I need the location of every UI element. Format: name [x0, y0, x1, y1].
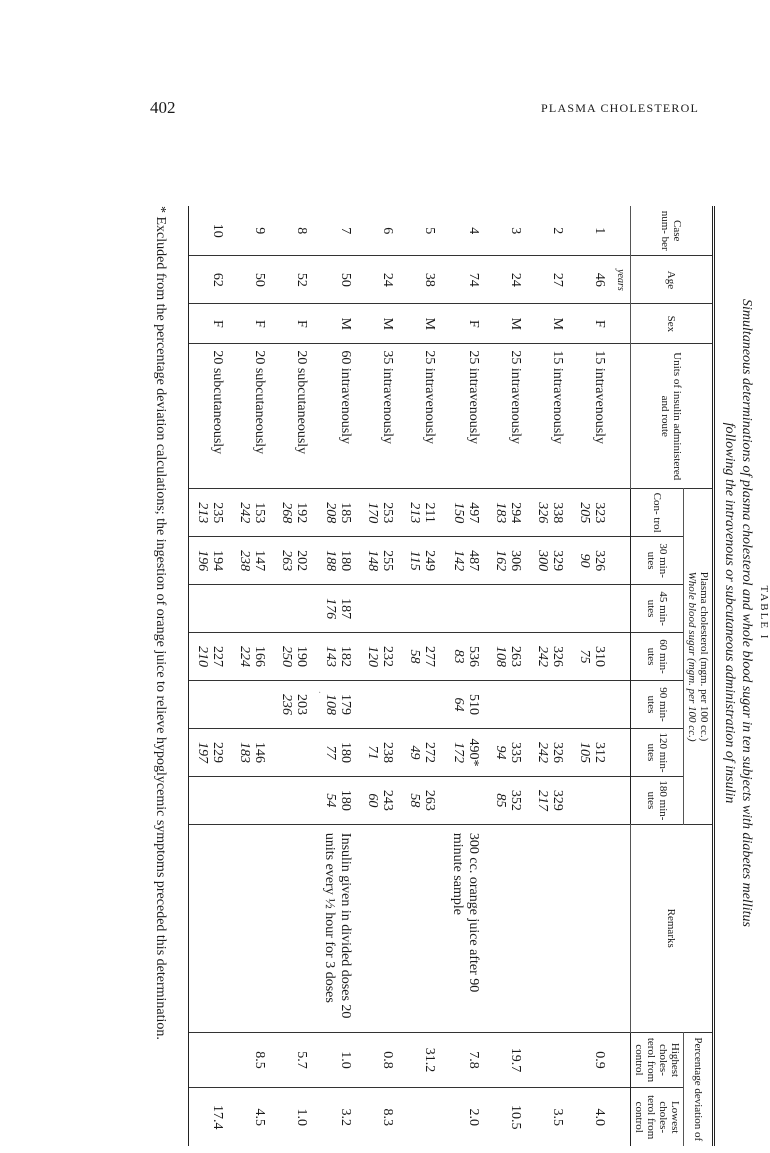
cell-t90 — [571, 681, 613, 729]
cell-insulin-route: 20 subcutaneously — [189, 344, 231, 489]
cholesterol-value: 147 — [252, 550, 267, 572]
blood-sugar-value: 238 — [237, 550, 252, 572]
cell-control — [401, 489, 443, 537]
cell-t120 — [273, 728, 315, 776]
cholesterol-value: 310 — [592, 646, 607, 668]
cell-t120 — [487, 728, 529, 776]
cell-control — [529, 489, 571, 537]
cell-t30 — [273, 537, 315, 585]
cell-t60 — [529, 633, 571, 681]
blood-sugar-value: 142 — [451, 550, 466, 572]
header-blood-sugar: Whole blood sugar (mgm. per 100 cc.) — [686, 571, 698, 742]
cell-insulin-route: 35 intravenously — [359, 344, 401, 489]
header-sex: Sex — [631, 304, 713, 344]
cell-t120 — [315, 728, 359, 776]
cholesterol-value: 306 — [508, 550, 523, 572]
blood-sugar-value: 213 — [407, 502, 422, 524]
data-table — [189, 206, 712, 1146]
blood-sugar-value: 172 — [451, 741, 466, 763]
blood-sugar-value: 108 — [323, 694, 338, 715]
cell-t180 — [443, 776, 487, 824]
cell-t45 — [487, 585, 529, 633]
cell-t60 — [571, 633, 613, 681]
page-number: 402 — [150, 98, 176, 117]
cell-lowest-deviation: 3.2 — [315, 1088, 359, 1146]
header-lowest: Lowest choles- terol from control — [631, 1088, 684, 1146]
cholesterol-value: 190 — [294, 646, 309, 668]
cell-age: 62 — [189, 256, 231, 304]
blood-sugar-value: 75 — [577, 649, 592, 664]
cell-case-number: 1 — [592, 227, 607, 235]
cell-sex: M — [401, 304, 443, 344]
cell-t60 — [443, 633, 487, 681]
cell-t45 — [189, 585, 231, 633]
cholesterol-value: 323 — [592, 502, 607, 524]
cholesterol-value: 490* — [466, 738, 481, 767]
blood-sugar-value: 236 — [279, 694, 294, 715]
running-head: PLASMA CHOLESTEROL — [541, 101, 699, 115]
header-remarks: Remarks — [631, 824, 713, 1032]
cell-t30 — [359, 537, 401, 585]
blood-sugar-value: 71 — [365, 745, 380, 760]
table-row — [189, 206, 231, 1146]
table-row — [571, 206, 613, 1146]
cholesterol-value: 294 — [508, 502, 523, 524]
cholesterol-value: 277 — [422, 646, 437, 668]
cell-lowest-deviation: 3.5 — [529, 1088, 571, 1146]
cell-case-number: 6 — [380, 227, 395, 235]
blood-sugar-value: 217 — [535, 789, 550, 811]
blood-sugar-value: 176 — [323, 598, 338, 620]
cholesterol-value: 536 — [466, 646, 481, 668]
blood-sugar-value: 213 — [195, 502, 210, 524]
cell-highest-deviation: 1.0 — [315, 1032, 359, 1088]
cell-sex: M — [529, 304, 571, 344]
cholesterol-value: 180 — [338, 789, 353, 811]
cell-highest-deviation: 19.7 — [487, 1032, 529, 1088]
cell-lowest-deviation: 10.5 — [487, 1088, 529, 1146]
table-row — [273, 206, 315, 1146]
cell-t30 — [315, 537, 359, 585]
cholesterol-value: 510 — [466, 694, 481, 715]
table-title-line-1: Simultaneous determinations of plasma cholesterol and whole blood sugar in ten subjects with diabetes mellitus — [739, 299, 754, 927]
cell-highest-deviation: 31.2 — [401, 1032, 443, 1088]
cell-lowest-deviation: 2.0 — [443, 1088, 487, 1146]
cell-control — [571, 489, 613, 537]
cell-sex: F — [189, 304, 231, 344]
blood-sugar-value: 58 — [407, 649, 422, 664]
cholesterol-value: 352 — [508, 789, 523, 811]
cell-t45 — [443, 585, 487, 633]
cholesterol-value: 263 — [422, 789, 437, 811]
cell-insulin-route: 15 intravenously — [571, 344, 613, 489]
cell-t120 — [231, 728, 273, 776]
cell-t60 — [487, 633, 529, 681]
cell-t45 — [359, 585, 401, 633]
cell-t45 — [529, 585, 571, 633]
cell-t90 — [359, 681, 401, 729]
cell-age: 27 — [529, 256, 571, 304]
cell-remarks — [359, 824, 401, 1032]
blood-sugar-value: 188 — [323, 550, 338, 572]
cell-age: 46 — [571, 256, 613, 304]
cell-highest-deviation: 0.8 — [359, 1032, 401, 1088]
cholesterol-value: 166 — [252, 646, 267, 668]
cholesterol-value: 182 — [338, 646, 353, 668]
blood-sugar-value: 148 — [365, 550, 380, 572]
header-plasma-group — [684, 489, 713, 825]
cell-t120 — [443, 728, 487, 776]
cell-control — [443, 489, 487, 537]
cell-sex: F — [571, 304, 613, 344]
table-row — [401, 206, 443, 1146]
cell-case-number: 10 — [210, 223, 225, 238]
header-45-minutes: 45 min- utes — [631, 585, 684, 633]
cell-age: 52 — [273, 256, 315, 304]
cell-t60 — [401, 633, 443, 681]
cell-highest-deviation: 5.7 — [273, 1032, 315, 1088]
cell-highest-deviation — [529, 1032, 571, 1088]
header-30-minutes: 30 min- utes — [631, 537, 684, 585]
cell-remarks — [529, 824, 571, 1032]
cell-case-number: 4 — [466, 227, 481, 235]
cell-t90 — [273, 681, 315, 729]
cell-age: 24 — [487, 256, 529, 304]
table-row — [443, 206, 487, 1146]
cell-insulin-route: 15 intravenously — [529, 344, 571, 489]
blood-sugar-value: 210 — [195, 646, 210, 668]
blood-sugar-value: 58 — [407, 793, 422, 808]
cell-lowest-deviation — [401, 1088, 443, 1146]
cell-t90 — [231, 681, 273, 729]
header-age: Age — [631, 256, 713, 304]
cholesterol-value: 312 — [592, 741, 607, 763]
cell-control — [487, 489, 529, 537]
cholesterol-value: 497 — [466, 502, 481, 524]
cholesterol-value: 194 — [210, 550, 225, 572]
cell-insulin-route: 20 subcutaneously — [231, 344, 273, 489]
table-row — [231, 206, 273, 1146]
cell-control — [315, 489, 359, 537]
cell-case-number: 8 — [294, 227, 309, 235]
age-unit: years — [613, 256, 631, 304]
cholesterol-value: 179 — [338, 694, 353, 715]
header-control: Con- trol — [631, 489, 684, 537]
blood-sugar-value: 242 — [535, 646, 550, 668]
cell-highest-deviation: 7.8 — [443, 1032, 487, 1088]
blood-sugar-value: 250 — [279, 646, 294, 668]
cell-remarks — [571, 824, 613, 1032]
blood-sugar-value: 242 — [535, 741, 550, 763]
cholesterol-value: 211 — [422, 502, 437, 523]
blood-sugar-value: 326 — [535, 502, 550, 524]
blood-sugar-value: 49 — [407, 745, 422, 760]
blood-sugar-value: 170 — [365, 502, 380, 524]
blood-sugar-value: 205 — [577, 502, 592, 524]
cholesterol-value: 329 — [550, 789, 565, 811]
cell-t45 — [273, 585, 315, 633]
cell-t180 — [273, 776, 315, 824]
blood-sugar-value: 60 — [365, 793, 380, 808]
blood-sugar-value: 94 — [493, 745, 508, 760]
cell-t60 — [315, 633, 359, 681]
cell-remarks: 300 cc. orange juice after 90 minute sample — [443, 824, 487, 1032]
cell-age: 38 — [401, 256, 443, 304]
header-row-1 — [684, 206, 713, 1146]
table-row — [529, 206, 571, 1146]
cell-sex: F — [231, 304, 273, 344]
cell-lowest-deviation: 4.5 — [231, 1088, 273, 1146]
cell-t90 — [443, 681, 487, 729]
cell-sex: M — [359, 304, 401, 344]
blood-sugar-value: 54 — [323, 793, 338, 808]
cell-t90 — [315, 681, 359, 729]
blood-sugar-value: 143 — [323, 646, 338, 668]
blood-sugar-value: 83 — [451, 649, 466, 664]
blood-sugar-value: 108 — [493, 646, 508, 668]
cell-lowest-deviation: 1.0 — [273, 1088, 315, 1146]
cell-sex: M — [315, 304, 359, 344]
unit-cell-case — [613, 206, 631, 256]
cell-t120 — [189, 728, 231, 776]
cholesterol-value: 326 — [550, 646, 565, 668]
cholesterol-value: 146 — [252, 741, 267, 763]
cholesterol-value: 203 — [294, 694, 309, 715]
cholesterol-value: 326 — [592, 550, 607, 572]
cholesterol-value: 180 — [338, 550, 353, 572]
stray-mark: · — [318, 688, 322, 699]
header-plasma-cholesterol: Plasma cholesterol (mgm. per 100 cc.) — [698, 571, 710, 742]
cell-remarks — [273, 824, 315, 1032]
blood-sugar-value: 77 — [323, 745, 338, 760]
blood-sugar-value: 183 — [237, 741, 252, 763]
cholesterol-value: 235 — [210, 502, 225, 524]
cell-case-number: 2 — [550, 227, 565, 235]
header-case: Case num- ber — [631, 206, 713, 256]
blood-sugar-value: 105 — [577, 741, 592, 763]
cell-t180 — [401, 776, 443, 824]
cell-sex: F — [273, 304, 315, 344]
cell-t30 — [401, 537, 443, 585]
cell-insulin-route: 60 intravenously — [315, 344, 359, 489]
cell-t90 — [487, 681, 529, 729]
cell-remarks — [487, 824, 529, 1032]
table-row — [359, 206, 401, 1146]
cell-t60 — [359, 633, 401, 681]
blood-sugar-value: 115 — [407, 550, 422, 571]
table-body — [189, 206, 631, 1146]
table-title-line-2: following the intravenous or subcutaneous administration of insulin — [722, 422, 737, 804]
cell-sex: M — [487, 304, 529, 344]
cell-t30 — [571, 537, 613, 585]
cell-age: 50 — [315, 256, 359, 304]
cholesterol-value: 255 — [380, 550, 395, 572]
cell-t180 — [231, 776, 273, 824]
cell-t45 — [231, 585, 273, 633]
cholesterol-value: 229 — [210, 741, 225, 763]
cell-t120 — [529, 728, 571, 776]
header-120-minutes: 120 min- utes — [631, 728, 684, 776]
blood-sugar-value: 197 — [195, 741, 210, 763]
cholesterol-value: 272 — [422, 741, 437, 763]
blood-sugar-value: 64 — [451, 697, 466, 712]
cell-insulin-route: 25 intravenously — [443, 344, 487, 489]
cell-t120 — [401, 728, 443, 776]
header-units: Units of insulin administered and route — [631, 344, 713, 489]
header-180-minutes: 180 min- utes — [631, 776, 684, 824]
cell-lowest-deviation: 17.4 — [189, 1088, 231, 1146]
cell-t60 — [231, 633, 273, 681]
table-footnote: * Excluded from the percentage deviation calculations; the ingestion of orange juice to relieve hypoglycemic symptoms preceded this determination. — [153, 206, 168, 1040]
cholesterol-value: 326 — [550, 741, 565, 763]
cell-t45 — [571, 585, 613, 633]
blood-sugar-value: 196 — [195, 550, 210, 572]
blood-sugar-value: 300 — [535, 550, 550, 572]
table-label: TABLE I — [758, 585, 770, 641]
header-highest: Highest choles- terol from control — [631, 1032, 684, 1088]
cholesterol-value: 153 — [252, 502, 267, 524]
cell-t45 — [315, 585, 359, 633]
cholesterol-value: 253 — [380, 502, 395, 524]
cell-case-number: 7 — [338, 227, 353, 235]
table-row — [487, 206, 529, 1146]
cell-age: 50 — [231, 256, 273, 304]
cell-t90 — [529, 681, 571, 729]
blood-sugar-value: 90 — [577, 553, 592, 568]
cell-control — [189, 489, 231, 537]
cell-t30 — [487, 537, 529, 585]
cell-t90 — [189, 681, 231, 729]
cell-t180 — [359, 776, 401, 824]
cholesterol-value: 185 — [338, 502, 353, 524]
cell-t180 — [529, 776, 571, 824]
cholesterol-value: 263 — [508, 646, 523, 668]
cell-t30 — [529, 537, 571, 585]
cell-sex: F — [443, 304, 487, 344]
cell-t180 — [571, 776, 613, 824]
cell-insulin-route: 25 intravenously — [401, 344, 443, 489]
cholesterol-value: 187 — [338, 598, 353, 620]
cell-highest-deviation: 8.5 — [231, 1032, 273, 1088]
cell-remarks — [401, 824, 443, 1032]
cholesterol-value: 487 — [466, 550, 481, 572]
cell-t90 — [401, 681, 443, 729]
blood-sugar-value: 242 — [237, 502, 252, 524]
cholesterol-value: 192 — [294, 502, 309, 524]
cell-case-number: 5 — [422, 227, 437, 235]
cholesterol-value: 338 — [550, 502, 565, 524]
blood-sugar-value: 208 — [323, 502, 338, 524]
blood-sugar-value: 85 — [493, 793, 508, 808]
cell-case-number: 9 — [252, 227, 267, 235]
rotated-table-block — [90, 78, 770, 1148]
cholesterol-value: 335 — [508, 741, 523, 763]
blood-sugar-value: 263 — [279, 550, 294, 572]
table-row — [315, 206, 359, 1146]
cholesterol-value: 238 — [380, 741, 395, 763]
cell-control — [359, 489, 401, 537]
cell-t180 — [315, 776, 359, 824]
cell-highest-deviation: 0.9 — [571, 1032, 613, 1088]
cell-t120 — [359, 728, 401, 776]
cell-t60 — [273, 633, 315, 681]
blood-sugar-value: 224 — [237, 646, 252, 668]
header-60-minutes: 60 min- utes — [631, 633, 684, 681]
unit-row — [613, 206, 631, 1146]
cell-t45 — [401, 585, 443, 633]
cell-t120 — [571, 728, 613, 776]
cell-insulin-route: 20 subcutaneously — [273, 344, 315, 489]
blood-sugar-value: 183 — [493, 502, 508, 524]
cell-lowest-deviation: 8.3 — [359, 1088, 401, 1146]
blood-sugar-value: 162 — [493, 550, 508, 572]
cholesterol-value: 227 — [210, 646, 225, 668]
blood-sugar-value: 268 — [279, 502, 294, 524]
cholesterol-value: 202 — [294, 550, 309, 572]
cell-remarks: Insulin given in divided doses 20 units every ½ hour for 3 doses — [315, 824, 359, 1032]
cell-control — [231, 489, 273, 537]
header-percentage: Percentage deviation of — [684, 1032, 713, 1146]
cell-case-number: 3 — [508, 227, 523, 235]
cell-age: 24 — [359, 256, 401, 304]
cell-t30 — [189, 537, 231, 585]
cholesterol-value: 243 — [380, 789, 395, 811]
table-caption — [721, 128, 770, 1098]
data-table-frame — [188, 206, 715, 1146]
cell-t180 — [189, 776, 231, 824]
cholesterol-value: 329 — [550, 550, 565, 572]
cholesterol-value: 232 — [380, 646, 395, 668]
cholesterol-value: 249 — [422, 550, 437, 572]
cell-remarks — [231, 824, 273, 1032]
cell-insulin-route: 25 intravenously — [487, 344, 529, 489]
cholesterol-value: 180 — [338, 741, 353, 763]
cell-age: 74 — [443, 256, 487, 304]
cell-t180 — [487, 776, 529, 824]
cell-lowest-deviation: 4.0 — [571, 1088, 613, 1146]
header-90-minutes: 90 min- utes — [631, 681, 684, 729]
blood-sugar-value: 120 — [365, 646, 380, 668]
cell-remarks — [189, 824, 231, 1032]
cell-t60 — [189, 633, 231, 681]
cell-control — [273, 489, 315, 537]
cell-highest-deviation — [189, 1032, 231, 1088]
cell-t30 — [231, 537, 273, 585]
blood-sugar-value: 150 — [451, 502, 466, 524]
cell-t30 — [443, 537, 487, 585]
